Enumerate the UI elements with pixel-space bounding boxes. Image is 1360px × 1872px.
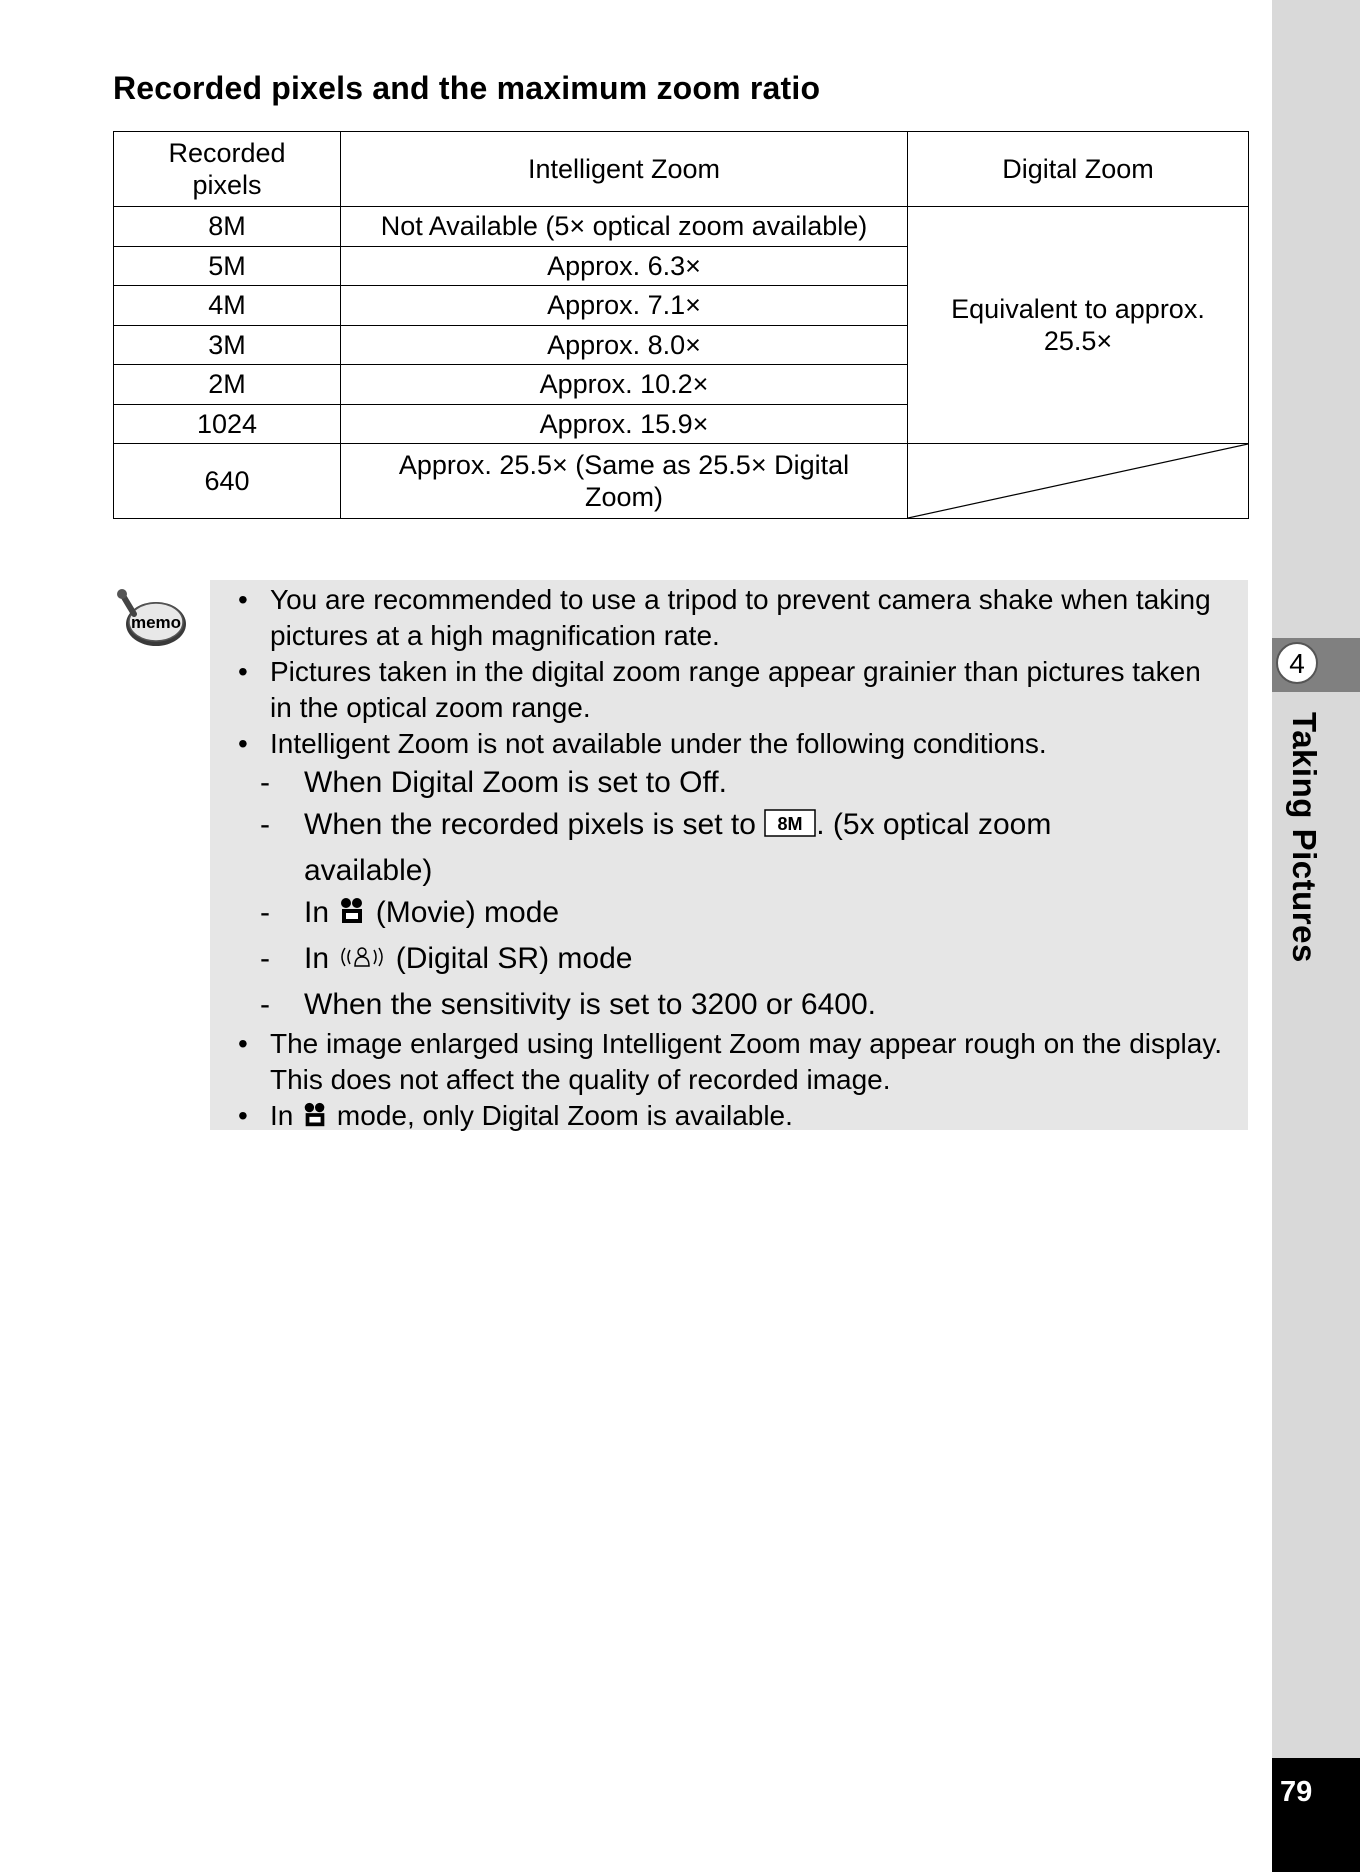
cell-intelligent: Approx. 25.5× (Same as 25.5× Digital Zoom) <box>341 444 908 519</box>
table-header-row <box>114 132 1249 207</box>
condition-text: . (5x optical zoom <box>816 808 1052 841</box>
condition-text: In <box>304 896 330 929</box>
header-recorded-pixels: Recorded pixels <box>114 132 341 207</box>
recorded-pixels-8m-icon <box>764 808 816 850</box>
cell-intelligent: Approx. 7.1× <box>341 286 908 326</box>
condition-text: In <box>304 942 330 975</box>
cell-intelligent: Not Available (5× optical zoom available) <box>341 207 908 247</box>
cell-digital-merged: Equivalent to approx. 25.5× <box>908 207 1249 444</box>
condition-text: available) <box>304 854 433 887</box>
table-row <box>114 444 1249 519</box>
cell-not-applicable <box>908 444 1249 519</box>
digital-sr-icon <box>337 942 387 984</box>
cell-pixels: 3M <box>114 325 341 365</box>
memo-bullet: • Pictures taken in the digital zoom range appear grainier than pictures taken in the optical zoom range. <box>226 654 1230 726</box>
movie-mode-icon <box>301 1101 329 1138</box>
table-row <box>114 207 1249 247</box>
memo-bullet: • Intelligent Zoom is not available under the following conditions. <box>226 726 1230 762</box>
cell-pixels: 8M <box>114 207 341 247</box>
zoom-ratio-table <box>113 131 1249 519</box>
condition-item: - When Digital Zoom is set to Off. <box>260 766 727 799</box>
cell-pixels: 5M <box>114 246 341 286</box>
condition-text: When the recorded pixels is set to <box>304 808 756 841</box>
section-title: Taking Pictures <box>1286 712 1323 963</box>
condition-item-continued <box>260 850 1248 892</box>
condition-text: When Digital Zoom is set to Off. <box>304 766 727 799</box>
condition-text: When the sensitivity is set to 3200 or 6400. <box>304 988 876 1021</box>
memo-bullet: • The image enlarged using Intelligent Zoom may appear rough on the display. This does not affect the quality of recorded image. <box>226 1026 1230 1098</box>
condition-item: - In (Digital SR) mode <box>260 938 1248 984</box>
chapter-number: 4 <box>1276 642 1318 684</box>
memo-bullet: • In mode, only Digital Zoom is available. <box>226 1098 1230 1138</box>
condition-item: - When the recorded pixels is set to 8M . (5x optical zoom <box>260 804 1248 850</box>
cell-intelligent: Approx. 6.3× <box>341 246 908 286</box>
cell-pixels: 640 <box>114 444 341 519</box>
cell-pixels: 4M <box>114 286 341 326</box>
page-number-box <box>1272 1758 1360 1872</box>
chapter-tab <box>1272 638 1360 692</box>
condition-text: (Digital SR) mode <box>395 942 633 975</box>
cell-intelligent: Approx. 8.0× <box>341 325 908 365</box>
cell-pixels: 2M <box>114 365 341 405</box>
cell-pixels: 1024 <box>114 404 341 444</box>
memo-icon <box>116 586 188 648</box>
header-intelligent-zoom: Intelligent Zoom <box>341 132 908 207</box>
svg-text:8M: 8M <box>777 814 803 834</box>
memo-bullet: • You are recommended to use a tripod to prevent camera shake when taking pictures at a high magnification rate. <box>226 582 1230 654</box>
condition-text: (Movie) mode <box>375 896 560 929</box>
page-title: Recorded pixels and the maximum zoom ratio <box>113 70 821 106</box>
memo-box <box>210 580 1248 1130</box>
cell-intelligent: Approx. 15.9× <box>341 404 908 444</box>
memo-icon-label: memo <box>130 613 182 632</box>
page-number: 79 <box>1280 1776 1313 1808</box>
diagonal-slash <box>908 444 1248 518</box>
condition-item: - In (Movie) mode <box>260 892 1248 938</box>
cell-intelligent: Approx. 10.2× <box>341 365 908 405</box>
header-digital-zoom: Digital Zoom <box>908 132 1249 207</box>
condition-item: - When the sensitivity is set to 3200 or 6400. <box>260 988 876 1021</box>
movie-mode-icon <box>337 896 367 938</box>
